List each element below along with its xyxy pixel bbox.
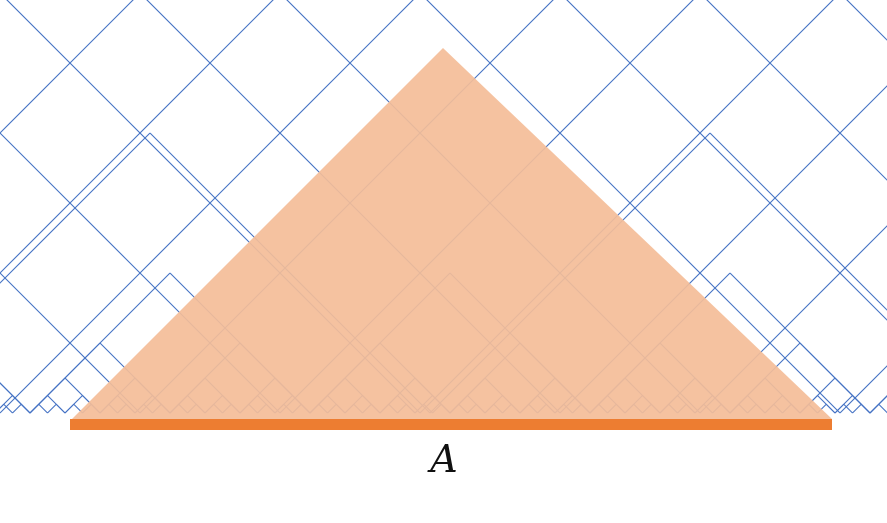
grid-edge <box>870 343 887 413</box>
grid-edge <box>879 404 887 413</box>
grid-edge <box>0 343 30 413</box>
entanglement-wedge <box>72 48 832 419</box>
grid-ray <box>840 0 887 413</box>
grid-edge <box>30 404 39 413</box>
grid-edge <box>870 273 887 413</box>
grid-ray <box>0 0 140 413</box>
grid-edge <box>853 404 862 413</box>
grid-ray <box>0 0 100 413</box>
grid-edge <box>0 273 30 413</box>
grid-edge <box>861 404 870 413</box>
grid-edge <box>39 404 48 413</box>
grid-edge <box>65 404 74 413</box>
grid-edge <box>826 404 835 413</box>
region-label: A <box>430 437 458 481</box>
grid-edge <box>870 378 887 413</box>
grid-edge <box>13 404 22 413</box>
grid-edge <box>870 404 879 413</box>
grid-edge <box>56 404 65 413</box>
boundary-region-bar <box>70 419 832 430</box>
grid-edge <box>48 404 57 413</box>
grid-edge <box>21 404 30 413</box>
